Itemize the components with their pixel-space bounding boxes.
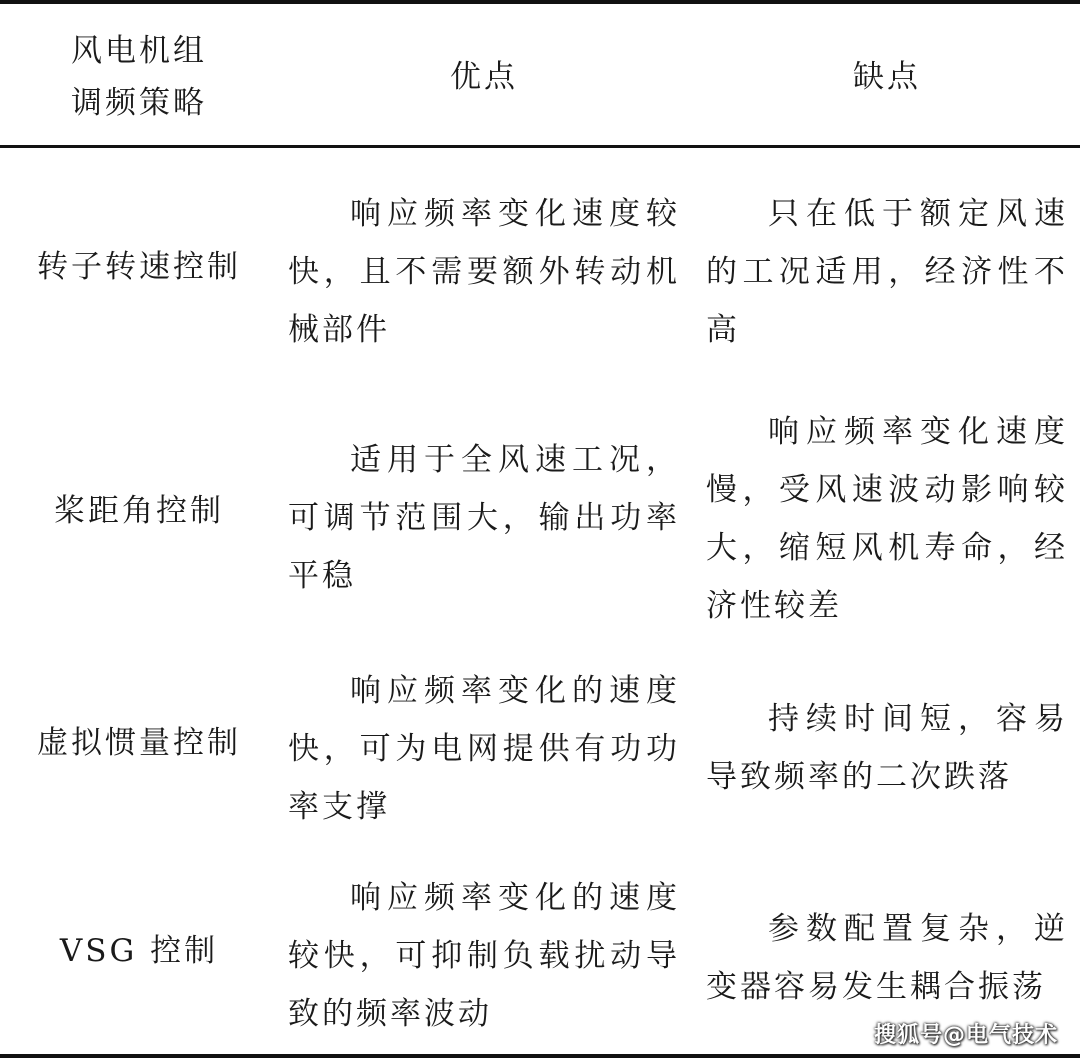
header-strategy-line2: 调频策略 [71, 85, 207, 121]
row2-cons: 响应频率变化速度慢，受风速波动影响较大，缩短风机寿命，经济性较差 [706, 414, 1068, 624]
row1-cons: 只在低于额定风速的工况适用，经济性不高 [706, 196, 1068, 348]
row3-cons: 持续时间短，容易导致频率的二次跌落 [706, 701, 1068, 795]
watermark: 搜狐号@电气技术 [873, 1023, 1058, 1048]
row3-strategy: 虚拟惯量控制 [37, 725, 241, 761]
table-bottom-rule [0, 1054, 1080, 1058]
table-header-rule [0, 145, 1080, 148]
header-strategy-line1: 风电机组 [71, 33, 207, 69]
row4-strategy: VSG 控制 [59, 933, 219, 969]
row3-pros: 响应频率变化的速度快，可为电网提供有功功率支撑 [288, 673, 680, 825]
header-pros: 优点 [450, 59, 518, 95]
table-top-rule [0, 0, 1080, 4]
row2-pros: 适用于全风速工况，可调节范围大，输出功率平稳 [288, 442, 680, 594]
row2-strategy: 桨距角控制 [54, 493, 224, 529]
row4-cons: 参数配置复杂，逆变器容易发生耦合振荡 [706, 911, 1068, 1005]
row4-pros: 响应频率变化的速度较快，可抑制负载扰动导致的频率波动 [288, 880, 680, 1032]
row1-strategy: 转子转速控制 [37, 249, 241, 285]
header-cons: 缺点 [853, 59, 921, 95]
row1-pros: 响应频率变化速度较快，且不需要额外转动机械部件 [288, 196, 680, 348]
header-strategy [8, 22, 270, 132]
